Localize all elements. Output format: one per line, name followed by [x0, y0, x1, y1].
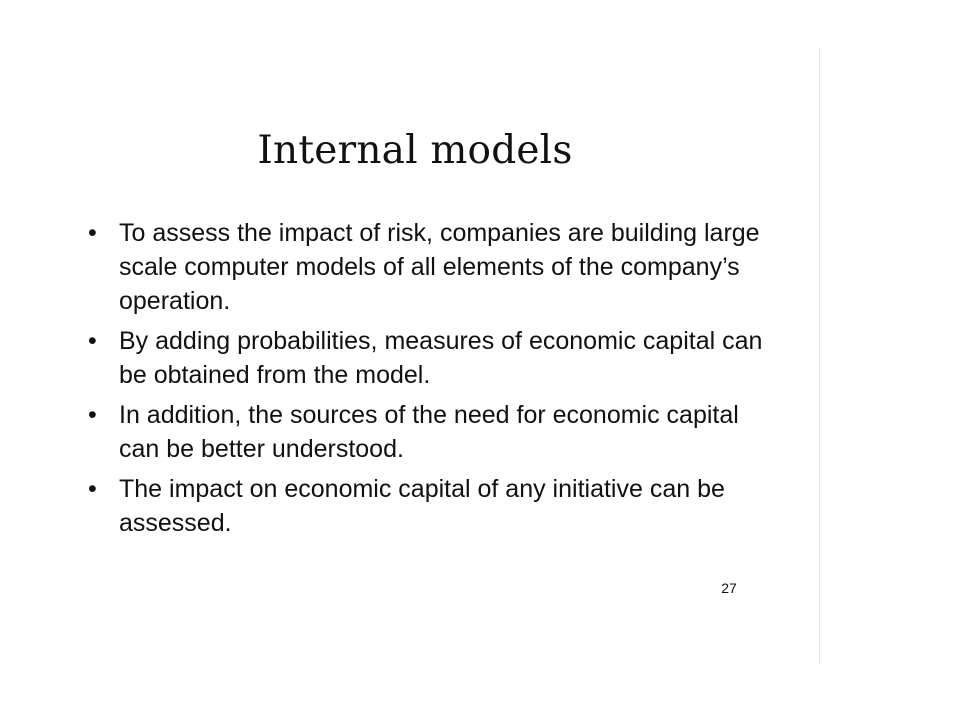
page-number: 27: [721, 580, 737, 596]
bullet-icon: •: [88, 475, 97, 503]
bullet-text: The impact on economic capital of any initiative can be assessed.: [119, 475, 725, 537]
bullet-text: To assess the impact of risk, companies are building large scale computer models of all elements of the company’s operation.: [119, 219, 760, 315]
bullet-list: [88, 216, 768, 546]
bullet-text: By adding probabilities, measures of economic capital can be obtained from the model.: [119, 327, 763, 389]
slide-title: Internal models: [257, 128, 573, 173]
bullet-item: [88, 324, 768, 392]
bullet-icon: •: [88, 401, 97, 429]
bullet-item: [88, 398, 768, 466]
bullet-text: In addition, the sources of the need for economic capital can be better understood.: [119, 401, 739, 463]
bullet-item: [88, 472, 768, 540]
bullet-icon: •: [88, 219, 97, 247]
bullet-icon: •: [88, 327, 97, 355]
bullet-item: [88, 216, 768, 318]
